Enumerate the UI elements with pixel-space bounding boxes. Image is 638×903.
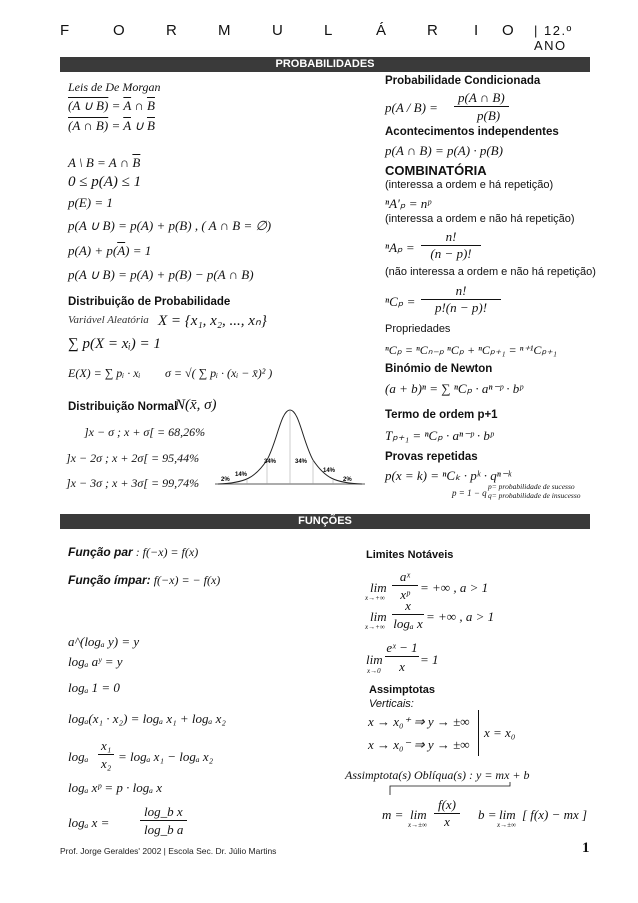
formula-difference: A \ B = A ∩ $\overline{B}$ <box>68 155 141 170</box>
vertical-asymptote-equation: x = x₀ <box>484 725 516 740</box>
footer-credit: Prof. Jorge Geraldes' 2002 | Escola Sec. Dr. Júlio Martins <box>60 846 277 856</box>
log-quotient-rhs: = logₐ x₁ − logₐ x₂ <box>118 749 214 764</box>
formula-axiom-2: p(E) = 1 <box>68 195 113 210</box>
repeated-trials-title: Provas repetidas <box>385 451 478 463</box>
normal-interval-2: ]x − 2σ ; x + 2σ[ = 95,44% <box>66 451 200 465</box>
intercept-lhs: b = <box>478 807 497 822</box>
formula-log-4: logₐ(x₁ · x₂) = logₐ x₁ + logₐ x₂ <box>68 711 226 726</box>
limit-subscript: x→+∞ <box>365 623 385 631</box>
curve-label: 34% <box>295 459 308 465</box>
combinations-numerator: n! <box>421 283 501 300</box>
header-letter: U <box>272 22 283 39</box>
oblique-asymptote: Assimptota(s) Oblíqua(s) : y = mx + b <box>345 768 530 782</box>
normal-interval-3: ]x − 3σ ; x + 3σ[ = 99,74% <box>66 476 200 490</box>
independent-events-title: Acontecimentos independentes <box>385 126 559 138</box>
change-of-base-lhs: logₐ x = <box>68 815 110 830</box>
limit-subscript: x→0 <box>367 667 381 675</box>
conditional-lhs: p(A / B) = <box>385 100 438 115</box>
header-letter: R <box>427 22 438 39</box>
limit-1-denominator: xᵖ <box>400 587 410 602</box>
formula-log-3: logₐ 1 = 0 <box>68 680 120 695</box>
page-number: 1 <box>582 840 590 856</box>
slope-limit: lim <box>410 807 427 822</box>
formula-arrangements-repetition: ⁿA′ₚ = nᵖ <box>385 196 431 211</box>
notable-limits-title: Limites Notáveis <box>366 549 454 561</box>
formula-log-2: logₐ aʸ = y <box>68 654 123 669</box>
slope-lhs: m = <box>382 807 404 822</box>
brace-divider <box>478 710 479 756</box>
limit-subscript: x→+∞ <box>365 594 385 602</box>
section-bar-probabilities: PROBABILIDADES <box>60 57 590 72</box>
curve-label: 14% <box>235 472 248 478</box>
even-function <box>68 545 198 560</box>
formula-axiom-1: 0 ≤ p(A) ≤ 1 <box>68 174 142 190</box>
random-variable-set: X = {x₁, x₂, ..., xₙ} <box>158 313 267 329</box>
distribution-title: Distribuição de Probabilidade <box>68 296 231 308</box>
limit-3-denominator: x <box>399 659 405 674</box>
header-letter: L <box>324 22 333 39</box>
limit-1-rhs: = +∞ , a > 1 <box>420 580 489 595</box>
de-morgan-title: Leis de De Morgan <box>68 80 161 94</box>
limit-2-denominator: logₐ x <box>393 616 423 631</box>
combinations-denominator: p!(n − p)! <box>434 300 488 315</box>
header-letter: M <box>218 22 231 39</box>
formula-axiom-3: p(A ∪ B) = p(A) + p(B) , ( A ∩ B = ∅) <box>68 218 272 233</box>
header-letter: O <box>113 22 125 39</box>
change-of-base-numerator: log_b x <box>140 804 187 821</box>
odd-function-formula: f(−x) = − f(x) <box>153 573 221 587</box>
formula-standard-deviation: σ = √( ∑ pᵢ · (xᵢ − x̄)² ) <box>165 366 273 380</box>
success-note: p= probabilidade de sucesso <box>488 482 575 491</box>
formula-properties: ⁿCₚ = ⁿCₙ₋ₚ ⁿCₚ + ⁿCₚ₊₁ = ⁿ⁺¹Cₚ₊₁ <box>385 343 557 357</box>
formula-axiom-5: p(A ∪ B) = p(A) + p(B) − p(A ∩ B) <box>68 267 254 282</box>
newton-binomial-title: Binómio de Newton <box>385 363 493 375</box>
vertical-asymptote-left: x → x₀⁻ ⇒ y → ±∞ <box>368 737 470 752</box>
limit-operator: lim <box>370 580 387 595</box>
formula-independence: p(A ∩ B) = p(A) · p(B) <box>385 143 503 158</box>
limit-3-numerator: eˣ − 1 <box>386 640 418 655</box>
normal-curve-diagram <box>215 400 365 492</box>
slope-numerator: f(x) <box>434 797 460 814</box>
formula-newton-binomial: (a + b)ⁿ = ∑ ⁿCₚ · aⁿ⁻ᵖ · bᵖ <box>385 381 523 396</box>
header-year: | 12.º ANO <box>534 23 573 53</box>
conditional-probability-title: Probabilidade Condicionada <box>385 75 541 87</box>
curve-label: 34% <box>264 459 277 465</box>
arrangements-numerator: n! <box>421 229 481 246</box>
formula-q-relation: p = 1 − q <box>452 488 487 498</box>
curve-label: 2% <box>221 477 230 483</box>
log-quotient-denominator: x₂ <box>101 756 112 771</box>
curve-label: 2% <box>343 477 352 483</box>
even-function-label: Função par <box>68 545 133 559</box>
header-letter: O <box>502 22 514 39</box>
page-header <box>60 22 590 53</box>
formula-de-morgan-1: (A ∪ $B) = \overline{A}$ ∩ $\overline{B}$ <box>68 98 155 113</box>
intercept-limit: lim <box>499 807 516 822</box>
log-quotient-numerator: x₁ <box>98 738 114 755</box>
combinations-lhs: ⁿCₚ = <box>385 294 416 309</box>
curve-label: 14% <box>323 468 336 474</box>
formula-log-1: a^(logₐ y) = y <box>68 634 140 649</box>
header-letter: R <box>166 22 177 39</box>
normal-distribution-symbol: N(x̄, σ) <box>175 397 217 413</box>
vertical-asymptote-right: x → x₀⁺ ⇒ y → ±∞ <box>368 714 470 729</box>
failure-note: q= probabilidade de insucesso <box>488 491 581 500</box>
odd-function <box>68 573 220 588</box>
slope-denominator: x <box>444 814 450 829</box>
random-variable-label: Variável Aleatória <box>68 314 149 326</box>
limit-3-rhs: = 1 <box>420 652 439 667</box>
general-term-title: Termo de ordem p+1 <box>385 409 498 421</box>
vertical-asymptotes-label: Verticais: <box>369 698 414 710</box>
formula-de-morgan-2: (A ∩ $B) = \overline{A}$ ∪ $\overline{B}$ <box>68 118 155 133</box>
asymptotes-title: Assimptotas <box>369 684 436 696</box>
limit-operator: lim <box>366 652 383 667</box>
normal-distribution-title: Distribuição Normal <box>68 401 178 413</box>
arrangements-lhs: ⁿAₚ = <box>385 240 415 255</box>
slope-limit-subscript: x→±∞ <box>408 821 427 829</box>
formula-axiom-4: $p(A) + p(\overline{A}) = 1$ <box>68 243 152 258</box>
properties-title: Propriedades <box>385 323 451 335</box>
combinatorics-note-3: (não interessa a ordem e não há repetição) <box>385 266 596 278</box>
connector-line <box>390 782 510 795</box>
formula-repeated-trials: p(x = k) = ⁿCₖ · pᵏ · qⁿ⁻ᵏ <box>385 468 512 483</box>
change-of-base-denominator: log_b a <box>144 822 184 837</box>
section-bar-functions: FUNÇÕES <box>60 514 590 529</box>
intercept-limit-subscript: x→±∞ <box>497 821 516 829</box>
formula-expected-value: E(X) = ∑ pᵢ · xᵢ <box>68 366 141 380</box>
combinatorics-title: COMBINATÓRIA <box>385 163 487 178</box>
intercept-rhs: [ f(x) − mx ] <box>522 807 588 822</box>
header-letter: I <box>474 22 479 39</box>
even-function-formula: : f(−x) = f(x) <box>135 545 199 559</box>
normal-interval-1: ]x − σ ; x + σ[ = 68,26% <box>84 425 206 439</box>
limit-2-rhs: = +∞ , a > 1 <box>426 609 495 624</box>
oblique-connector <box>360 782 540 796</box>
arrangements-denominator: (n − p)! <box>430 246 472 261</box>
conditional-numerator: p(A ∩ B) <box>454 90 509 107</box>
header-letter: F <box>60 22 70 39</box>
limit-operator: lim <box>370 609 387 624</box>
combinatorics-note-2: (interessa a ordem e não há repetição) <box>385 213 575 225</box>
conditional-denominator: p(B) <box>477 108 501 123</box>
combinatorics-note-1: (interessa a ordem e há repetição) <box>385 179 554 191</box>
log-quotient-lhs: logₐ <box>68 749 89 764</box>
header-letter: Á <box>376 22 387 39</box>
limit-1-numerator: aˣ <box>392 569 418 586</box>
formula-sum-probabilities: ∑ p(X = xᵢ) = 1 <box>68 336 161 352</box>
formula-log-power: logₐ xᵖ = p · logₐ x <box>68 780 163 795</box>
odd-function-label: Função ímpar: <box>68 573 151 587</box>
formula-general-term: Tₚ₊₁ = ⁿCₚ · aⁿ⁻ᵖ · bᵖ <box>385 428 494 443</box>
limit-2-numerator: x <box>392 598 424 615</box>
